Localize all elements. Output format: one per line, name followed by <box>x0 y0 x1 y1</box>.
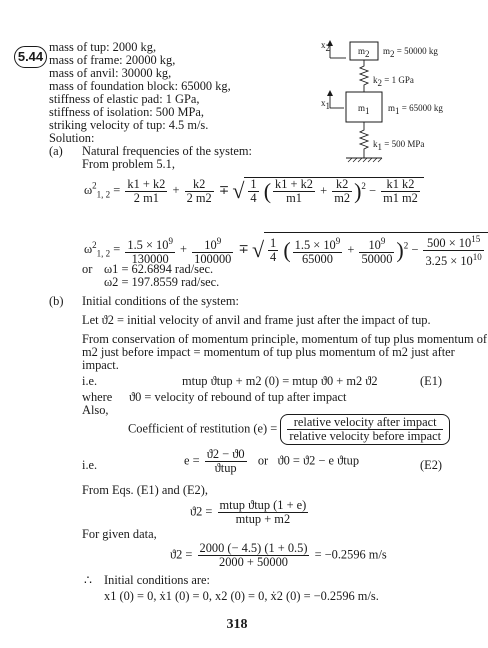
x1-label: $x_1$ <box>321 98 330 111</box>
restitution-definition: Coefficient of restitution (e) = $\frac{\text{relative velocity after impact}}{\text{relative velocity before impact}}$ <box>128 414 450 445</box>
given-pad-stiffness: stiffness of elastic pad: 1 GPa, <box>49 92 200 106</box>
also-label: Also, <box>82 403 109 417</box>
given-anvil-mass: mass of anvil: 30000 kg, <box>49 66 172 80</box>
k1-label: $k_1 = 500$ MPa <box>373 139 425 152</box>
theta2-value: ϑ2 = $\frac{2000 (- 4.5) (1 + 0.5)}{2000 + 50000}$ = −0.2596 m/s <box>170 541 387 569</box>
part-b-title: Initial conditions of the system: <box>82 294 239 308</box>
from-eqs-text: From Eqs. (E1) and (E2), <box>82 483 208 497</box>
frequency-substitution: $\omega^2_{1, 2}$ = $\frac{1.5 \times 10^9}{130000}$ + $\frac{10^9}{100000}$ ∓ √ $\frac{1}{4}$ ( $\frac{1.5 \times 10^9}{65000}$ + $\frac{10^9}{50000}$ )$^2$ − $\frac{500 \times 10^{15}}{3.25 \times 10^{10}}$ <box>84 232 488 268</box>
m2-box-label: $m_2$ <box>358 46 370 59</box>
omega2-result: ω2 = 197.8559 rad/sec. <box>104 275 220 289</box>
problem-number-badge: 5.44 <box>14 46 47 68</box>
restitution-equation: e = $\frac{ϑ2 - ϑ0}{\text{ϑtup}}$ or ϑ0 = ϑ2 − e ϑtup <box>184 447 360 475</box>
equation-e2-tag: (E2) <box>420 458 443 472</box>
frequency-formula: $\omega^2_{1, 2}$ = $\frac{k1 + k2}{2 m1}$ + $\frac{k2}{2 m2}$ ∓ √ $\frac{1}{4}$ ( $\frac{k1 + k2}{m1}$ + $\frac{k2}{m2}$ )$^2$ − $\frac{k1 k2}{m1 m2}$ <box>84 177 424 205</box>
ie-label-2: i.e. <box>82 458 98 472</box>
m1-value-label: $m_1 = 65000$ kg <box>388 103 443 116</box>
part-a-label: (a) <box>49 144 63 158</box>
theta2-formula: ϑ2 = $\frac{\text{mtup ϑtup (1 + e)}}{\text{mtup + m2}}$ <box>190 498 307 526</box>
initial-conditions-values: x1 (0) = 0, ẋ1 (0) = 0, x2 (0) = 0, ẋ2 (0) = −0.2596 m/s. <box>104 589 379 603</box>
or-label: or <box>82 262 93 276</box>
given-tup-mass: mass of tup: 2000 kg, <box>49 40 157 54</box>
from-problem-text: From problem 5.1, <box>82 157 175 171</box>
m1-box-label: $m_1$ <box>358 103 370 116</box>
given-frame-mass: mass of frame: 20000 kg, <box>49 53 176 67</box>
momentum-text-2: m2 just before impact = momentum of tup plus momentum of m2 just after <box>82 345 455 359</box>
given-foundation-mass: mass of foundation block: 65000 kg, <box>49 79 231 93</box>
momentum-text-3: impact. <box>82 358 119 372</box>
given-isolation-stiffness: stiffness of isolation: 500 MPa, <box>49 105 204 119</box>
m2-value-label: $m_2 = 50000$ kg <box>383 46 438 59</box>
therefore-symbol: ∴ <box>84 573 92 587</box>
spring-k1-icon <box>360 122 368 158</box>
spring-k2-icon <box>360 60 368 92</box>
let-line: Let ϑ2 = initial velocity of anvil and frame just after the impact of tup. <box>82 313 431 327</box>
part-b-label: (b) <box>49 294 64 308</box>
k2-label: $k_2 = 1$ GPa <box>373 75 414 88</box>
omega1-result: ω1 = 62.6894 rad/sec. <box>104 262 214 276</box>
page-number: 318 <box>226 617 248 632</box>
initial-conditions-title: Initial conditions are: <box>104 573 210 587</box>
where-label: where <box>82 390 113 404</box>
momentum-text-1: From conservation of momentum principle, momentum of tup plus momentum of <box>82 332 488 346</box>
given-data-text: For given data, <box>82 527 157 541</box>
solution-heading: Solution: <box>49 131 95 145</box>
given-striking-velocity: striking velocity of tup: 4.5 m/s. <box>49 118 209 132</box>
ie-label-1: i.e. <box>82 374 98 388</box>
x2-label: $x_2$ <box>321 40 330 53</box>
equation-e1-tag: (E1) <box>420 374 443 388</box>
part-a-title: Natural frequencies of the system: <box>82 144 252 158</box>
equation-e1: mtup ϑtup + m2 (0) = mtup ϑ0 + m2 ϑ2 <box>182 374 378 388</box>
where-text: ϑ0 = velocity of rebound of tup after impact <box>129 390 347 404</box>
